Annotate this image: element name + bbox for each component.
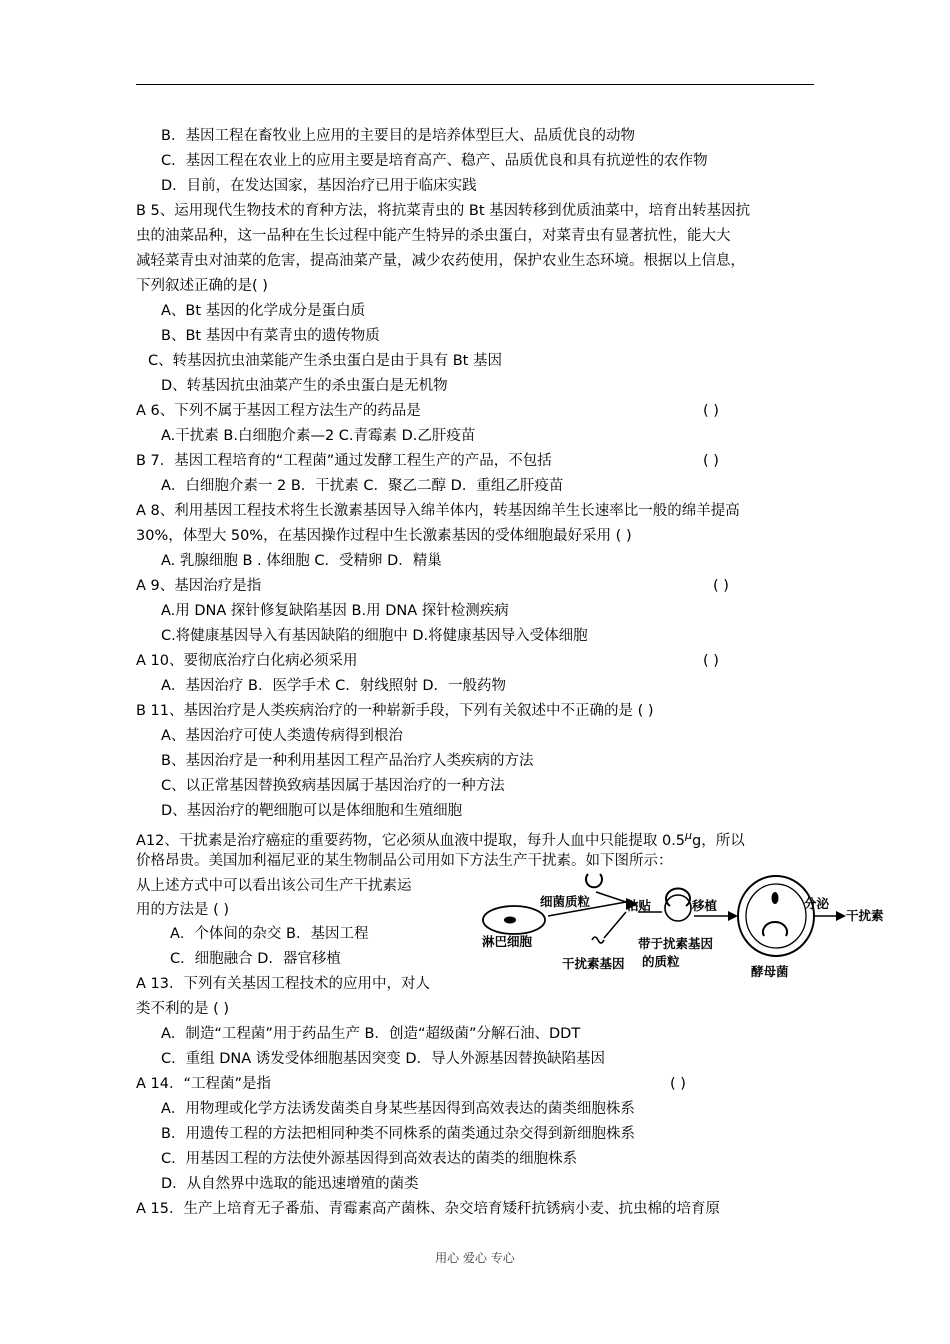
question-text-tail: g，所以 bbox=[692, 833, 745, 849]
option-line: A、基因治疗可使人类遗传病得到根治 bbox=[161, 728, 403, 744]
option-line: A、Bt 基因的化学成分是蛋白质 bbox=[161, 303, 366, 319]
option-line: D、基因治疗的靶细胞可以是体细胞和生殖细胞 bbox=[161, 803, 463, 819]
option-line: A. 乳腺细胞 B . 体细胞 C．受精卵 D．精巢 bbox=[161, 553, 442, 569]
answer-bracket: ( ) bbox=[713, 578, 729, 594]
option-line: C.将健康基因导入有基因缺陷的细胞中 D.将健康基因导入受体细胞 bbox=[161, 628, 588, 644]
option-line: A．基因治疗 B．医学手术 C．射线照射 D．一般药物 bbox=[161, 678, 506, 694]
answer-bracket: ( ) bbox=[670, 1076, 686, 1092]
option-line: C．重组 DNA 诱发受体细胞基因突变 D．导人外源基因替换缺陷基因 bbox=[161, 1051, 606, 1067]
header-rule bbox=[136, 84, 814, 85]
lymphocyte-nucleus bbox=[504, 917, 516, 924]
question-line: 下列叙述正确的是( ) bbox=[136, 278, 268, 294]
option-line: A．白细胞介素一 2 B．干扰素 C．聚乙二醇 D．重组乙肝疫苗 bbox=[161, 478, 564, 494]
question-line: A 8、利用基因工程技术将生长激素基因导入绵羊体内，转基因绵羊生长速率比一般的绵羊提高 bbox=[136, 503, 740, 519]
yeast-plasmid bbox=[763, 922, 787, 936]
gene-squiggle bbox=[592, 937, 604, 943]
question-line: A 13．下列有关基因工程技术的应用中，对人 bbox=[136, 976, 430, 992]
option-line: D．从自然界中选取的能迅速增殖的菌类 bbox=[161, 1176, 419, 1192]
recombinant-plasmid-ring bbox=[665, 895, 691, 921]
option-line: C．基因工程在农业上的应用主要是培育高产、稳产、品质优良和具有抗逆性的农作物 bbox=[161, 153, 708, 169]
transplant-label: 移植 bbox=[692, 898, 718, 913]
question-line: 用的方法是 ( ) bbox=[136, 902, 230, 918]
paste-label: 粘贴 bbox=[626, 898, 652, 913]
option-line: D、转基因抗虫油菜产生的杀虫蛋白是无机物 bbox=[161, 378, 448, 394]
arrow-line bbox=[596, 892, 626, 902]
option-line: C、转基因抗虫油菜能产生杀虫蛋白是由于具有 Bt 基因 bbox=[148, 353, 502, 369]
question-line: B 5、运用现代生物技术的育种方法，将抗菜青虫的 Bt 基因转移到优质油菜中，培育出转基因抗 bbox=[136, 203, 751, 219]
question-line: A 10、要彻底治疗白化病必须采用 bbox=[136, 653, 358, 669]
option-line: A.干扰素 B.白细胞介素—2 C.青霉素 D.乙肝疫苗 bbox=[161, 428, 476, 444]
option-line: C．细胞融合 D．器官移植 bbox=[170, 951, 341, 967]
arrow-head bbox=[836, 911, 846, 921]
question-line: 价格昂贵。美国加利福尼亚的某生物制品公司用如下方法生产干扰素。如下图所示： bbox=[136, 853, 673, 869]
question-text: A12、干扰素是治疗癌症的重要药物，它必须从血液中提取，每升人血中只能提取 0.5 bbox=[136, 833, 686, 849]
answer-bracket: ( ) bbox=[703, 403, 719, 419]
question-line: A 9、基因治疗是指 bbox=[136, 578, 262, 594]
question-line: B 7．基因工程培育的“工程菌”通过发酵工程生产的产品，不包括 bbox=[136, 453, 552, 469]
question-line: A 15．生产上培育无子番茄、青霉素高产菌株、杂交培育矮秆抗锈病小麦、抗虫棉的培育原 bbox=[136, 1201, 720, 1217]
recombinant-label-1: 带于扰素基因 bbox=[638, 936, 714, 951]
product-label: 干扰素 bbox=[846, 908, 884, 923]
question-line: 减轻菜青虫对油菜的危害，提高油菜产量，减少农药使用，保护农业生态环境。根据以上信息， bbox=[136, 253, 745, 269]
option-line: C、以正常基因替换致病基因属于基因治疗的一种方法 bbox=[161, 778, 505, 794]
question-line: A 14．“工程菌”是指 bbox=[136, 1076, 272, 1092]
question-line: 30%，体型大 50%，在基因操作过程中生长激素基因的受体细胞最好采用 ( ) bbox=[136, 528, 632, 544]
question-line: 从上述方式中可以看出该公司生产干扰素运 bbox=[136, 878, 412, 894]
plasmid-label: 细菌质粒 bbox=[540, 894, 591, 909]
page-footer: 用心 爱心 专心 bbox=[435, 1251, 515, 1265]
yeast-nucleus bbox=[772, 892, 779, 904]
secrete-label: 分泌 bbox=[804, 896, 830, 911]
arrow-line bbox=[604, 912, 626, 938]
option-line: B、Bt 基因中有菜青虫的遗传物质 bbox=[161, 328, 380, 344]
option-line: D．目前，在发达国家，基因治疗已用于临床实践 bbox=[161, 178, 477, 194]
plasmid-shape bbox=[586, 874, 602, 887]
question-line: B 11、基因治疗是人类疾病治疗的一种崭新手段，下列有关叙述中不正确的是 ( ) bbox=[136, 703, 654, 719]
recombinant-label-2: 的质粒 bbox=[642, 954, 680, 969]
question-line: 虫的油菜品种，这一品种在生长过程中能产生特异的杀虫蛋白，对菜青虫有显著抗性，能大大 bbox=[136, 228, 731, 244]
answer-bracket: ( ) bbox=[703, 453, 719, 469]
gene-label: 干扰素基因 bbox=[562, 956, 625, 971]
interferon-production-diagram bbox=[476, 868, 896, 978]
option-line: B．用遗传工程的方法把相同种类不同株系的菌类通过杂交得到新细胞株系 bbox=[161, 1126, 635, 1142]
yeast-cell bbox=[738, 876, 814, 956]
option-line: C．用基因工程的方法使外源基因得到高效表达的菌类的细胞株系 bbox=[161, 1151, 578, 1167]
lymphocyte-label: 淋巴细胞 bbox=[482, 934, 533, 949]
answer-bracket: ( ) bbox=[703, 653, 719, 669]
option-line: B．基因工程在畜牧业上应用的主要目的是培养体型巨大、品质优良的动物 bbox=[161, 128, 635, 144]
option-line: A.用 DNA 探针修复缺陷基因 B.用 DNA 探针检测疾病 bbox=[161, 603, 509, 619]
option-line: A．个体间的杂交 B．基因工程 bbox=[170, 926, 369, 942]
mu-symbol: μ bbox=[685, 829, 693, 842]
arrow-head bbox=[728, 911, 738, 921]
option-line: A．用物理或化学方法诱发菌类自身某些基因得到高效表达的菌类细胞株系 bbox=[161, 1101, 635, 1117]
option-line: A．制造“工程菌”用于药品生产 B．创造“超级菌”分解石油、DDT bbox=[161, 1026, 581, 1042]
yeast-label: 酵母菌 bbox=[751, 964, 789, 978]
option-line: B、基因治疗是一种利用基因工程产品治疗人类疾病的方法 bbox=[161, 753, 534, 769]
question-line: A 6、下列不属于基因工程方法生产的药品是 bbox=[136, 403, 421, 419]
question-line: 类不利的是 ( ) bbox=[136, 1001, 230, 1017]
question-line bbox=[136, 826, 745, 851]
